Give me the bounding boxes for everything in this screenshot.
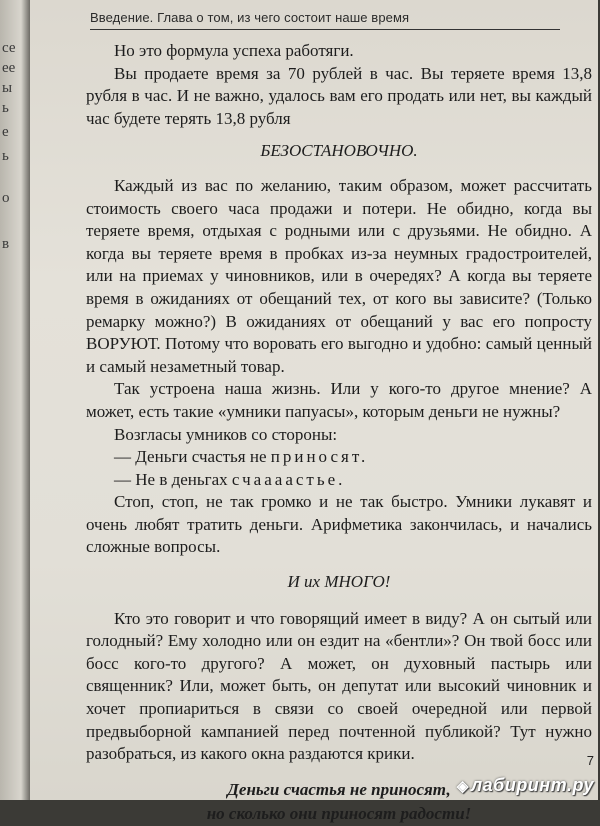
paragraph: Стоп, стоп, не так громко и не так быстро. Умники лукавят и очень любят тратить деньги. Арифметика закончилась, и начались сложные вопросы. [86, 492, 592, 557]
labirint-logo-icon: ◈ [456, 778, 469, 795]
page-text [86, 40, 592, 826]
closing-line: Деньги счастья не приносят, [227, 779, 451, 799]
paragraph: Но это формула успеха работяги. [114, 41, 354, 60]
dialogue-text: — Деньги счастья не [114, 447, 271, 467]
dialogue-line [86, 469, 592, 492]
left-page-fragment: ь [2, 100, 9, 116]
dialogue-line [86, 446, 592, 469]
book-page [30, 0, 598, 823]
section-heading: И их МНОГО! [287, 572, 391, 592]
left-page-fragment: ы [2, 80, 13, 96]
page-number: 7 [586, 753, 594, 768]
running-head: Введение. Глава о том, из чего состоит наше время [90, 10, 560, 30]
paragraph: Каждый из вас по желанию, таким образом, может рассчитать стоимость своего часа продажи и потери. Не обидно, когда вы теряете время, отдыхая с родными или с друзьями. Не обидно. А когда вы теряете время в пробках из-за неумных градостроителей, или на приемах у чиновников, или в очередях? А когда вы теряете время в ожиданиях от обещаний тех, от кого вы зависите? (Только ремарку можно?) В ожиданиях от обещаний у вас его попросту ВОРУЮТ. Потому что воровать его выгодно и удобно: самый ценный и самый незаметный товар. [86, 175, 592, 376]
left-page-fragment: е [2, 124, 9, 140]
left-page-fragment: ее [2, 60, 16, 76]
paragraph: Так устроена наша жизнь. Или у кого-то другое мнение? А может, есть такие «умники папуасы», которым деньги не нужны? [86, 379, 592, 421]
left-page-fragment: се [2, 40, 16, 56]
watermark-text: лабиринт.ру [470, 775, 594, 795]
spaced-word: приносят. [270, 447, 369, 467]
left-page-fragment: в [2, 236, 10, 252]
left-page-fragment: ь [2, 148, 9, 164]
spaced-word: счаааастье. [231, 469, 346, 489]
watermark [457, 775, 594, 796]
left-page-fragment: о [2, 190, 10, 206]
paragraph-text: Возгласы умников со стороны: [114, 424, 338, 444]
section-heading: БЕЗОСТАНОВОЧНО. [260, 141, 418, 161]
left-page-edge [0, 0, 30, 800]
paragraph [86, 424, 592, 447]
dialogue-text: — Не в деньгах [114, 469, 232, 489]
closing-line: но сколько они приносят радости! [206, 803, 472, 823]
paragraph: Кто это говорит и что говорящий имеет в виду? А он сытый или голодный? Ему холодно или он ездит на «бентли»? Он твой босс или босс кого-то другого? А может, он духовный пастырь или священник? Или, может быть, он депутат или высокий чиновник и хочет пропиариться в связи со своей очередной или первой предвыборной кампанией перед почтенной публикой? Тут нужно разобраться, из какого окна раздаются крики. [86, 608, 592, 764]
paragraph: Вы продаете время за 70 рублей в час. Вы теряете время 13,8 рубля в час. И не важно, удалось вам его продать или нет, вы каждый час будете терять 13,8 рубля [86, 63, 592, 128]
